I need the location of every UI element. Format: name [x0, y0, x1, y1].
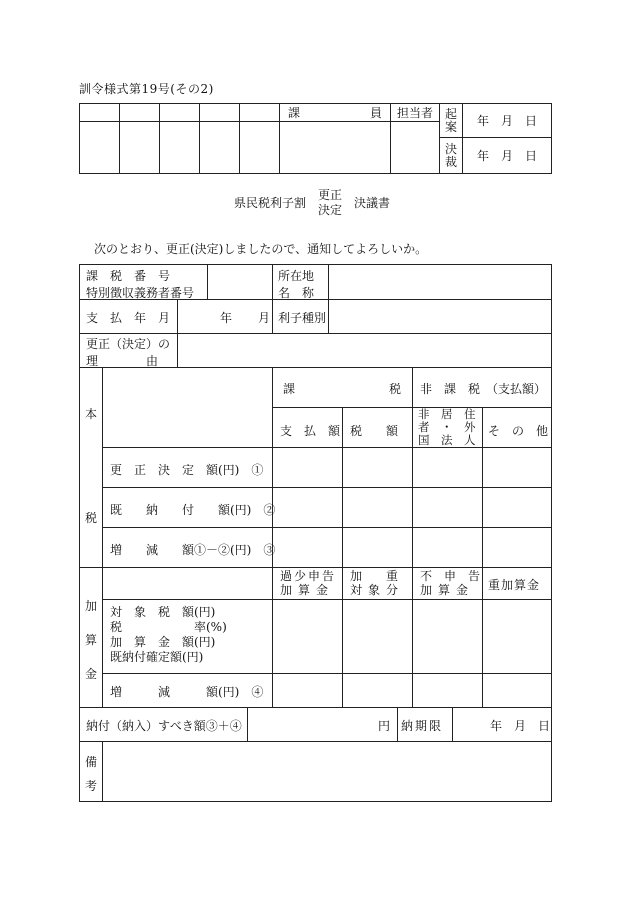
tax-number-label: [86, 267, 204, 301]
address-name-input[interactable]: [329, 266, 551, 298]
kashou-header: [280, 569, 336, 597]
zeigaku-header: 税 額: [350, 424, 399, 438]
intro-text: 次のとおり、更正(決定)しましたので、通知してよろしいか。: [94, 242, 428, 256]
remarks-label-1: 備: [85, 755, 98, 769]
stamp-cell[interactable]: [120, 122, 160, 174]
fushinkoku-line1: 不 申 告: [420, 569, 481, 583]
kajuu-line2: 対象分: [350, 583, 405, 597]
penalty-zougen-label: 増 減 額(円) ④: [110, 685, 264, 699]
nonresident-header: [418, 408, 476, 447]
month-label: 月: [258, 311, 271, 325]
tax-number-line2: 特別徴収義務者番号: [86, 286, 195, 300]
kasankin-side-2: 算: [85, 633, 98, 647]
nonres-line1: 非 居 住: [418, 407, 476, 421]
stamp-cell[interactable]: [80, 104, 120, 122]
kasankin-gaku-label: 加 算 金 額(円): [110, 635, 216, 649]
honzei-side-1: 本: [85, 407, 98, 421]
remarks-label-2: 考: [85, 779, 98, 793]
ka-stamp-cell[interactable]: [280, 122, 391, 174]
jukasan-header: 重加算金: [488, 578, 541, 592]
zeiritsu-label: 税 率(%): [110, 620, 227, 634]
stamp-cell[interactable]: [80, 122, 120, 174]
stamp-cell[interactable]: [200, 122, 240, 174]
shiharai-header: 支 払 額: [280, 424, 341, 438]
stamp-cell[interactable]: [160, 122, 200, 174]
fushinkoku-header: [420, 569, 480, 597]
nonres-line2: 者 ・ 外: [418, 420, 476, 434]
title-prefix: 県民税利子割: [234, 196, 307, 210]
kessai-date[interactable]: 年 月 日: [463, 138, 552, 174]
stamp-cell[interactable]: [200, 104, 240, 122]
interest-type-label: 利子種別: [278, 311, 327, 325]
stamp-cell[interactable]: [160, 104, 200, 122]
deadline-date[interactable]: 年 月 日: [490, 719, 551, 733]
kashou-line2: 加算金: [280, 583, 335, 597]
main-form: [79, 264, 552, 802]
kinoufu-kakutei-label: 既納付確定額(円): [110, 650, 204, 664]
in-label: 員: [369, 106, 382, 120]
reason-label: [86, 335, 176, 369]
kian-date[interactable]: 年 月 日: [463, 104, 552, 138]
title-option-kettei: 決定: [318, 203, 343, 217]
section-header-cell: [280, 104, 391, 122]
address-name-label: [278, 267, 324, 301]
hikazei-header: 非 課 税 （支払額）: [420, 382, 547, 396]
kajuu-line1: 加 重: [350, 569, 399, 583]
pay-month-label: 支 払 年 月: [86, 311, 171, 325]
kazei-header: 課 税: [283, 382, 401, 396]
kashou-line1: 過少申告: [280, 569, 337, 583]
taishou-zeigaku-label: 対 象 税 額(円): [110, 605, 216, 619]
fushinkoku-line2: 加算金: [420, 583, 475, 597]
kajuu-header: [350, 569, 404, 597]
address-label: 所在地: [278, 269, 315, 283]
zougen-label: 増 減 額①－②(円) ③: [110, 543, 276, 557]
title-suffix: 決議書: [354, 196, 391, 210]
kasankin-side-1: 加: [85, 599, 98, 613]
kessai-label: 決裁: [440, 138, 463, 174]
stamp-cell[interactable]: [120, 104, 160, 122]
form-number: 訓令様式第19号(その2): [79, 82, 214, 96]
name-label: 名 称: [278, 286, 315, 300]
payment-amount-input[interactable]: [248, 708, 396, 740]
deadline-label: 納期限: [401, 719, 444, 733]
remarks-input[interactable]: [103, 742, 551, 801]
interest-type-input[interactable]: [329, 300, 551, 332]
tanto-stamp-cell[interactable]: [391, 122, 440, 174]
honzei-side-2: 税: [85, 511, 98, 525]
kian-label: 起案: [440, 104, 463, 138]
document-title: [234, 186, 404, 216]
kousei-kettei-label: 更 正 決 定 額(円) ①: [110, 463, 264, 477]
reason-line1: 更正（決定）の: [86, 337, 171, 351]
reason-line2: 理 由: [86, 354, 159, 368]
approval-table: [79, 103, 552, 174]
tax-number-input[interactable]: [208, 266, 271, 298]
title-option-kousei: 更正: [318, 188, 343, 202]
penalty-labels: [110, 605, 227, 665]
tax-number-line1: 課 税 番 号: [86, 269, 171, 283]
year-label: 年: [220, 311, 233, 325]
reason-input[interactable]: [178, 334, 551, 366]
sonota-header: そ の 他: [488, 424, 549, 438]
ka-label: 課: [288, 106, 301, 120]
nonres-line3: 国 法 人: [418, 433, 476, 447]
kasankin-side-3: 金: [85, 667, 98, 681]
yen-label: 円: [378, 719, 391, 733]
stamp-cell[interactable]: [240, 104, 280, 122]
tanto-label: 担当者: [391, 104, 440, 122]
kinoufu-label: 既 納 付 額(円) ②: [110, 503, 276, 517]
stamp-cell[interactable]: [240, 122, 280, 174]
payment-label: 納付（納入）すべき額③＋④: [86, 719, 242, 733]
